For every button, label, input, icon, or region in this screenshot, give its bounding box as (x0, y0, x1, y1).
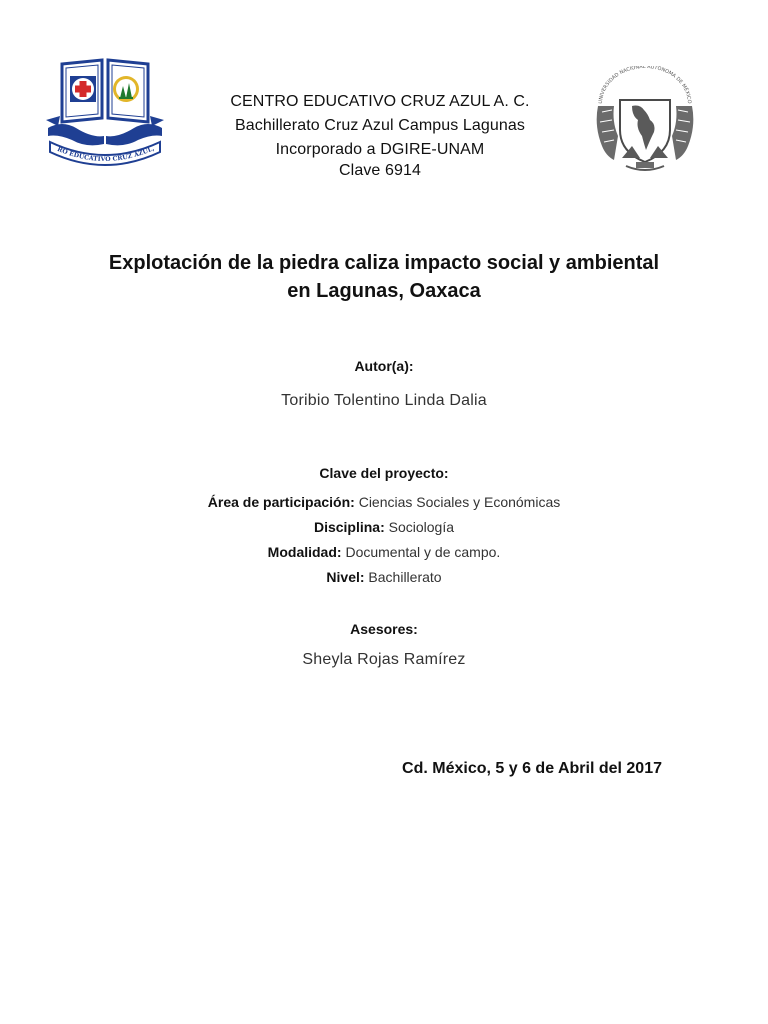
incorporation-line: Incorporado a DGIRE-UNAM (275, 141, 485, 158)
discipline-row (134, 515, 634, 540)
institution-name: CENTRO EDUCATIVO CRUZ AZUL A. C. (230, 93, 530, 110)
advisors-label: Asesores: (350, 621, 418, 637)
campus-name: Bachillerato Cruz Azul Campus Lagunas (234, 117, 526, 134)
unam-seal-icon (592, 66, 698, 174)
project-info-list (134, 490, 634, 590)
title-line-2: en Lagunas, Oaxaca (287, 280, 481, 302)
title-line-1: Explotación de la piedra caliza impacto social y ambiental (108, 252, 660, 274)
project-key-label: Clave del proyecto: (319, 465, 449, 481)
level-label: Nivel: (326, 569, 365, 585)
author-label: Autor(a): (354, 358, 414, 374)
seal-ring-text: UNIVERSIDAD NACIONAL AUTÓNOMA DE MÉXICO (597, 66, 693, 104)
area-label: Área de participación: (207, 494, 355, 510)
place-and-date: Cd. México, 5 y 6 de Abril del 2017 (402, 760, 662, 777)
crest-ribbon-text: RO EDUCATIVO CRUZ AZUL, (56, 145, 156, 164)
level-row (134, 565, 634, 590)
discipline-value: Sociología (388, 519, 455, 535)
advisor-name: Sheyla Rojas Ramírez (302, 651, 466, 668)
level-value: Bachillerato (368, 569, 442, 585)
svg-text:UNIVERSIDAD NACIONAL AUTÓNOMA (598, 66, 692, 104)
cruz-azul-school-crest-icon (42, 56, 168, 172)
author-name: Toribio Tolentino Linda Dalia (281, 392, 487, 409)
discipline-label: Disciplina: (313, 519, 385, 535)
modality-value: Documental y de campo. (345, 544, 501, 560)
area-row (134, 490, 634, 515)
modality-label: Modalidad: (267, 544, 342, 560)
institution-header (190, 90, 570, 183)
area-value: Ciencias Sociales y Económicas (358, 494, 561, 510)
project-title (84, 249, 684, 305)
school-code: Clave 6914 (339, 162, 421, 179)
modality-row (134, 540, 634, 565)
